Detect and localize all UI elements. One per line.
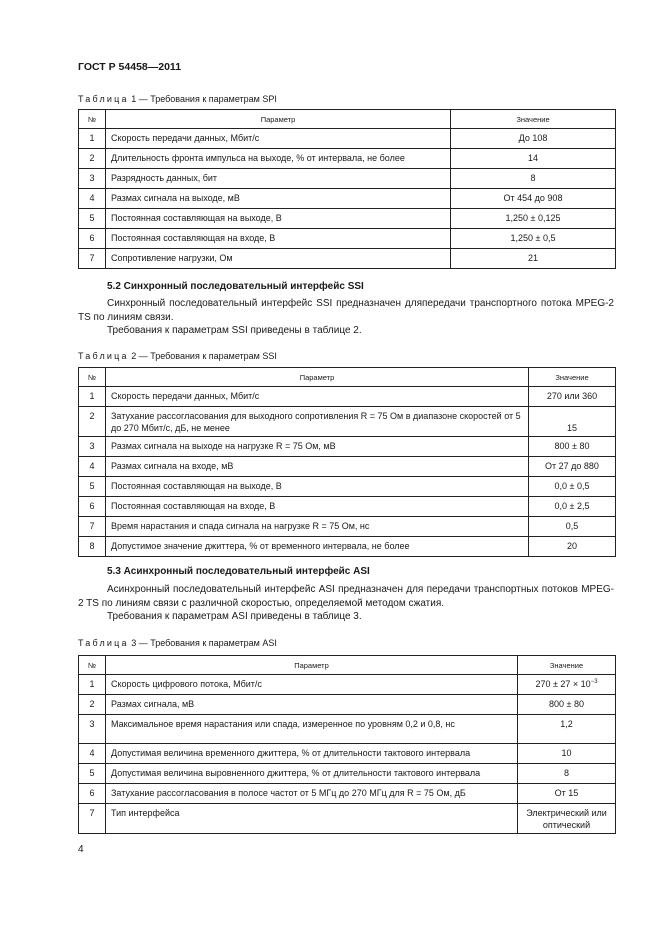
- table-row: [79, 675, 616, 695]
- row-num: 7: [79, 249, 106, 269]
- row-param: Допустимое значение джиттера, % от временного интервала, не более: [106, 537, 529, 557]
- table-row: [79, 517, 616, 537]
- table2-caption-text: 2 — Требования к параметрам SSI: [128, 351, 277, 361]
- table3-caption-word: Таблица: [78, 638, 129, 648]
- table-row: [79, 695, 616, 715]
- table3-caption: [78, 638, 277, 648]
- row-param: Допустимая величина выровненного джиттера, % от длительности тактового интервала: [106, 764, 518, 784]
- row-num: 4: [79, 457, 106, 477]
- table-row: [79, 497, 616, 517]
- row-value: [518, 675, 616, 695]
- table-row: [79, 744, 616, 764]
- table3-caption-text: 3 — Требования к параметрам ASI: [128, 638, 277, 648]
- table-row: [79, 249, 616, 269]
- table-row: [79, 715, 616, 744]
- row-value: До 108: [451, 129, 616, 149]
- table2-caption: [78, 351, 277, 361]
- row-num: 2: [79, 695, 106, 715]
- row-num: 2: [79, 149, 106, 169]
- section-5-3-title: 5.3 Асинхронный последовательный интерфейс ASI: [107, 566, 370, 577]
- row-value: От 454 до 908: [451, 189, 616, 209]
- row-param: Скорость цифрового потока, Мбит/с: [106, 675, 518, 695]
- row-param: Размах сигнала на входе, мВ: [106, 457, 529, 477]
- section-5-3-body: [78, 583, 614, 624]
- table3-header-row: [79, 656, 616, 675]
- table2-col-value: Значение: [529, 368, 616, 387]
- table-row: [79, 229, 616, 249]
- row-value: 270 или 360: [529, 387, 616, 407]
- paragraph: Асинхронный последовательный интерфейс ASI предназначен для передачи транспортных потоков MPEG-2 TS по линиям связи с различной скоростью, определяемой методом сжатия.: [78, 584, 614, 609]
- table2: [78, 367, 616, 557]
- row-value: 15: [529, 407, 616, 437]
- row-num: 1: [79, 675, 106, 695]
- row-value: От 15: [518, 784, 616, 804]
- paragraph: Требования к параметрам ASI приведены в таблице 3.: [107, 611, 362, 622]
- row-value: 8: [518, 764, 616, 784]
- row-value: 0,0 ± 0,5: [529, 477, 616, 497]
- row-num: 6: [79, 229, 106, 249]
- table-row: [79, 437, 616, 457]
- row-num: 1: [79, 387, 106, 407]
- row-param: Допустимая величина временного джиттера, % от длительности тактового интервала: [106, 744, 518, 764]
- row-num: 6: [79, 497, 106, 517]
- row-value: 1,250 ± 0,5: [451, 229, 616, 249]
- table3-col-param: Параметр: [106, 656, 518, 675]
- row-num: 8: [79, 537, 106, 557]
- row-num: 6: [79, 784, 106, 804]
- row-param: Скорость передачи данных, Мбит/с: [106, 387, 529, 407]
- row-param: Размах сигнала на выходе, мВ: [106, 189, 451, 209]
- table1-caption-word: Таблица: [78, 94, 129, 104]
- row-value: 1,2: [518, 715, 616, 744]
- table-row: [79, 189, 616, 209]
- table1-col-num: №: [79, 110, 106, 129]
- table1-header-row: [79, 110, 616, 129]
- table-row: [79, 804, 616, 834]
- row-value: 1,250 ± 0,125: [451, 209, 616, 229]
- table-row: [79, 387, 616, 407]
- table1-caption: [78, 94, 277, 104]
- row-param: Скорость передачи данных, Мбит/с: [106, 129, 451, 149]
- paragraph: Требования к параметрам SSI приведены в таблице 2.: [107, 325, 362, 336]
- row-value-base: 270 ± 27 × 10: [535, 679, 591, 689]
- row-value: 0,0 ± 2,5: [529, 497, 616, 517]
- table-row: [79, 209, 616, 229]
- row-param: Сопротивление нагрузки, Ом: [106, 249, 451, 269]
- table1-col-value: Значение: [451, 110, 616, 129]
- row-value: 8: [451, 169, 616, 189]
- row-value: От 27 до 880: [529, 457, 616, 477]
- table2-caption-word: Таблица: [78, 351, 129, 361]
- row-param: Постоянная составляющая на выходе, В: [106, 477, 529, 497]
- row-value: 800 ± 80: [529, 437, 616, 457]
- table-row: [79, 407, 616, 437]
- row-param: Постоянная составляющая на входе, В: [106, 229, 451, 249]
- row-num: 7: [79, 517, 106, 537]
- table-row: [79, 784, 616, 804]
- row-value: 10: [518, 744, 616, 764]
- paragraph: Синхронный последовательный интерфейс SSI предназначен дляпередачи транспортного потока MPEG-2 TS по линиям связи.: [78, 298, 614, 323]
- table-row: [79, 457, 616, 477]
- row-param: Максимальное время нарастания или спада, измеренное по уровням 0,2 и 0,8, нс: [106, 715, 518, 744]
- row-num: 4: [79, 189, 106, 209]
- page-number: 4: [78, 844, 84, 855]
- row-param: Длительность фронта импульса на выходе, % от интервала, не более: [106, 149, 451, 169]
- row-value: 800 ± 80: [518, 695, 616, 715]
- document-header: ГОСТ Р 54458—2011: [78, 61, 182, 73]
- row-param: Разрядность данных, бит: [106, 169, 451, 189]
- row-num: 3: [79, 715, 106, 744]
- row-value: 20: [529, 537, 616, 557]
- row-num: 5: [79, 209, 106, 229]
- row-value: 21: [451, 249, 616, 269]
- table-row: [79, 149, 616, 169]
- row-param: Размах сигнала, мВ: [106, 695, 518, 715]
- row-num: 5: [79, 764, 106, 784]
- section-5-2-title: 5.2 Синхронный последовательный интерфейс SSI: [107, 281, 364, 292]
- row-num: 7: [79, 804, 106, 834]
- row-param: Постоянная составляющая на входе, В: [106, 497, 529, 517]
- table2-col-param: Параметр: [106, 368, 529, 387]
- row-num: 2: [79, 407, 106, 437]
- table2-col-num: №: [79, 368, 106, 387]
- row-num: 3: [79, 437, 106, 457]
- table-row: [79, 129, 616, 149]
- table-row: [79, 169, 616, 189]
- row-param: Затухание рассогласования для выходного сопротивления R = 75 Ом в диапазоне скоростей от 5 до 270 Мбит/с, дБ, не менее: [106, 407, 529, 437]
- row-value: 0,5: [529, 517, 616, 537]
- row-value-exponent: −3: [590, 679, 598, 685]
- row-param: Время нарастания и спада сигнала на нагрузке R = 75 Ом, нс: [106, 517, 529, 537]
- section-5-2-body: [78, 297, 614, 338]
- table1-col-param: Параметр: [106, 110, 451, 129]
- table-row: [79, 477, 616, 497]
- row-num: 3: [79, 169, 106, 189]
- table3-col-num: №: [79, 656, 106, 675]
- table1: [78, 109, 616, 269]
- row-param: Размах сигнала на выходе на нагрузке R = 75 Ом, мВ: [106, 437, 529, 457]
- row-value: Электрический или оптический: [518, 804, 616, 834]
- row-num: 1: [79, 129, 106, 149]
- table3: [78, 655, 616, 834]
- table3-col-value: Значение: [518, 656, 616, 675]
- row-param: Постоянная составляющая на выходе, В: [106, 209, 451, 229]
- table1-caption-text: 1 — Требования к параметрам SPI: [128, 94, 277, 104]
- table2-header-row: [79, 368, 616, 387]
- row-num: 5: [79, 477, 106, 497]
- row-num: 4: [79, 744, 106, 764]
- row-value: 14: [451, 149, 616, 169]
- row-param: Тип интерфейса: [106, 804, 518, 834]
- table-row: [79, 764, 616, 784]
- table-row: [79, 537, 616, 557]
- row-param: Затухание рассогласования в полосе частот от 5 МГц до 270 МГц для R = 75 Ом, дБ: [106, 784, 518, 804]
